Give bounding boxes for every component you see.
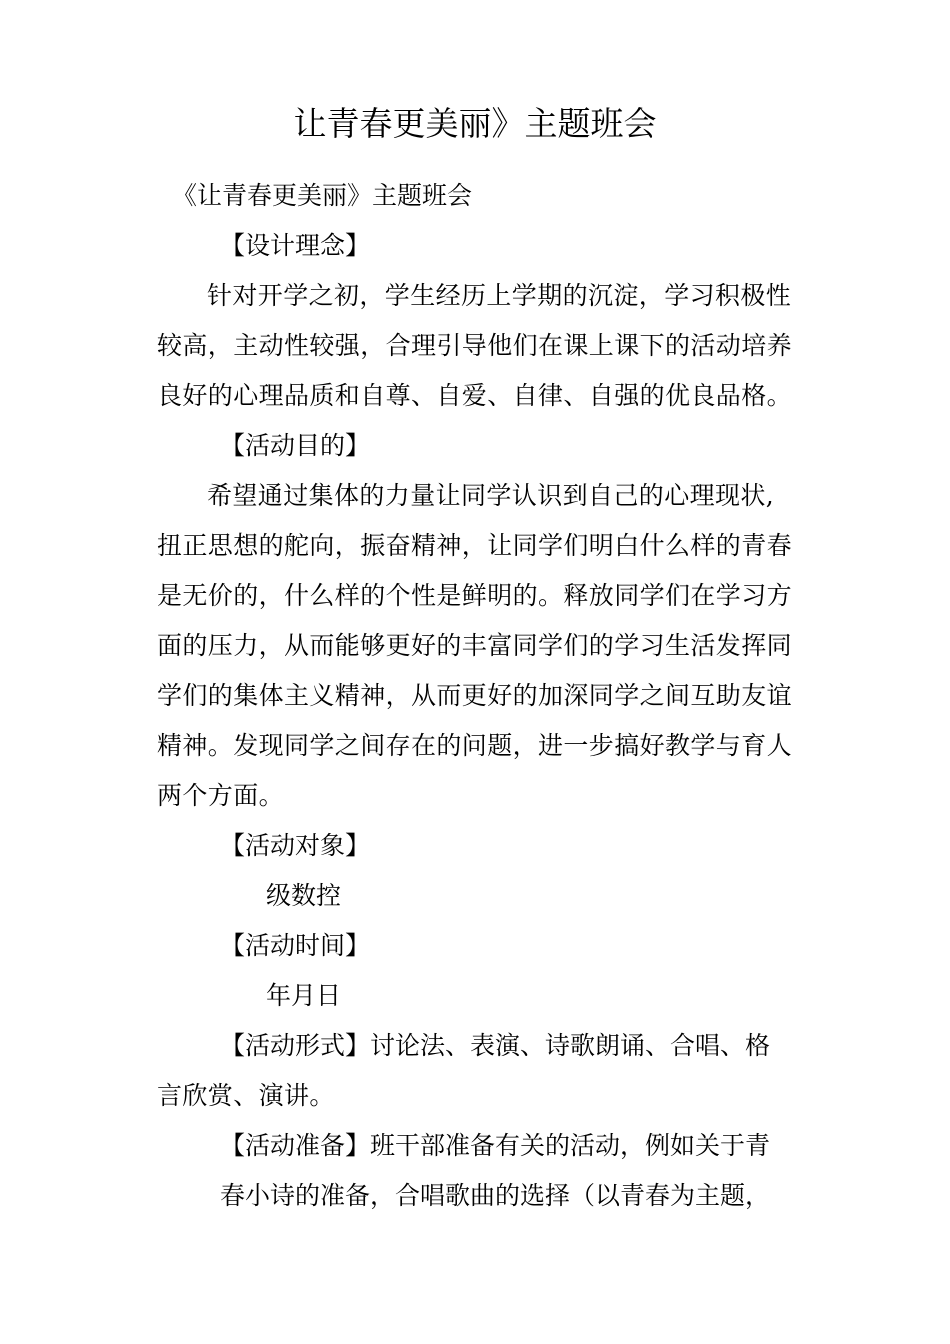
- paragraph-line: 学们的集体主义精神，从而更好的加深同学之间互助友谊: [157, 681, 793, 710]
- section-prep-line: 春小诗的准备，合唱歌曲的选择（以青春为主题，: [220, 1181, 771, 1210]
- section-heading-time: 【活动时间】: [220, 931, 371, 960]
- paragraph-line: 良好的心理品质和自尊、自爱、自律、自强的优良品格。: [157, 381, 793, 410]
- section-form-line: 【活动形式】讨论法、表演、诗歌朗诵、合唱、格: [220, 1031, 771, 1060]
- paragraph-line: 扭正思想的舵向，振奋精神，让同学们明白什么样的青春: [157, 531, 793, 560]
- paragraph-line: 精神。发现同学之间存在的问题，进一步搞好教学与育人: [157, 731, 793, 760]
- document-title: 让青春更美丽》主题班会: [293, 104, 657, 143]
- section-prep-line: 【活动准备】班干部准备有关的活动，例如关于青: [220, 1131, 771, 1160]
- paragraph-line: 针对开学之初，学生经历上学期的沉淀，学习积极性: [207, 281, 792, 310]
- paragraph-line: 两个方面。: [157, 781, 285, 810]
- paragraph-line: 是无价的，什么样的个性是鲜明的。释放同学们在学习方: [157, 581, 793, 610]
- section-heading-goal: 【活动目的】: [220, 431, 371, 460]
- paragraph-line: 希望通过集体的力量让同学认识到自己的心理现状,: [207, 481, 775, 510]
- section-heading-target: 【活动对象】: [220, 831, 371, 860]
- document-subtitle: 《让青春更美丽》主题班会: [172, 181, 473, 210]
- target-value: 级数控: [266, 881, 342, 910]
- paragraph-line: 较高，主动性较强，合理引导他们在课上课下的活动培养: [157, 331, 793, 360]
- paragraph-line: 面的压力，从而能够更好的丰富同学们的学习生活发挥同: [157, 631, 793, 660]
- section-form-line: 言欣赏、演讲。: [157, 1081, 335, 1110]
- time-value: 年月日: [266, 981, 342, 1010]
- section-heading-design: 【设计理念】: [220, 231, 371, 260]
